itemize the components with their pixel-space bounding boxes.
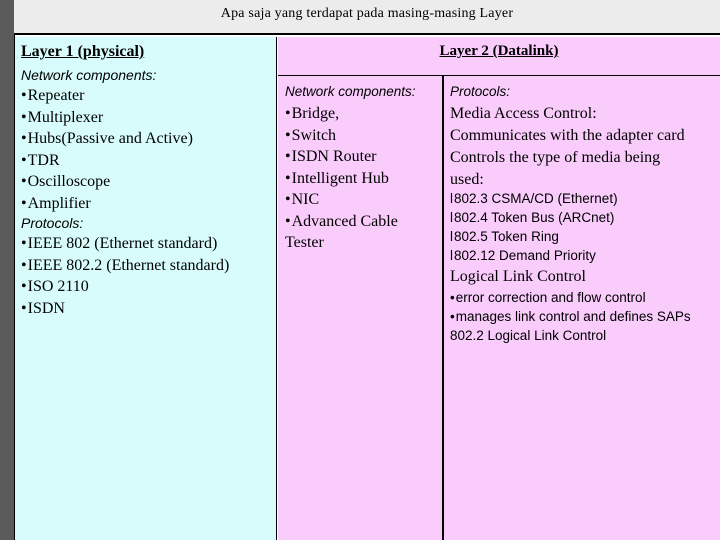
list-item: l802.5 Token Ring: [450, 229, 559, 244]
layer2-protocols-label: Protocols:: [450, 84, 511, 99]
list-item: l802.3 CSMA/CD (Ethernet): [450, 191, 618, 206]
layer1-column: [15, 37, 277, 540]
mac-line: Communicates with the adapter card: [450, 127, 685, 144]
layer1-protocol-list: [21, 233, 229, 319]
list-item: •Intelligent Hub: [285, 169, 389, 187]
mac-section: [450, 103, 685, 191]
list-item: l802.4 Token Bus (ARCnet): [450, 210, 615, 225]
list-item: •TDR: [21, 151, 60, 169]
mac-heading: Media Access Control:: [450, 105, 597, 122]
list-item: •manages link control and defines SAPs: [450, 309, 691, 324]
layer2-column-divider: [442, 75, 444, 540]
mac-line: Controls the type of media being: [450, 149, 661, 166]
list-item: •NIC: [285, 191, 320, 208]
list-item: •IEEE 802 (Ethernet standard): [21, 235, 218, 252]
list-item: •error correction and flow control: [450, 290, 646, 305]
list-item: •Switch: [285, 126, 337, 144]
layer2-column: [278, 37, 720, 540]
list-item: •Bridge,: [285, 105, 340, 122]
list-item: •Oscilloscope: [21, 173, 111, 190]
list-item: •ISO 2110: [21, 278, 89, 295]
list-item: •ISDN: [21, 299, 65, 317]
list-item: •IEEE 802.2 (Ethernet standard): [21, 256, 230, 274]
llc-list: [450, 288, 691, 345]
layer1-protocols-label: Protocols:: [21, 215, 84, 231]
list-item: l802.12 Demand Priority: [450, 248, 596, 263]
list-item: •Advanced Cable: [285, 212, 398, 230]
list-item: •Amplifier: [21, 194, 91, 212]
title-band: [14, 0, 720, 35]
layer2-heading: Layer 2 (Datalink): [439, 43, 559, 59]
standards-list: [450, 189, 618, 265]
list-item: •ISDN Router: [285, 148, 377, 165]
list-item: 802.2 Logical Link Control: [450, 328, 607, 343]
layer2-network-label: Network components:: [285, 84, 416, 99]
layer1-heading: Layer 1 (physical): [21, 43, 145, 60]
mac-line: used:: [450, 171, 484, 188]
list-item: Tester: [285, 234, 324, 251]
layer2-header-divider: [278, 75, 720, 76]
page-title: Apa saja yang terdapat pada masing-masing Layer: [220, 6, 514, 21]
layer2-network-list: [285, 103, 398, 254]
llc-heading: Logical Link Control: [450, 268, 586, 285]
left-edge-bar: [0, 0, 15, 540]
list-item: •Hubs(Passive and Active): [21, 130, 193, 147]
list-item: •Repeater: [21, 87, 85, 104]
layer1-network-list: [21, 85, 193, 214]
list-item: •Multiplexer: [21, 108, 104, 126]
layer1-network-label: Network components:: [21, 67, 157, 83]
